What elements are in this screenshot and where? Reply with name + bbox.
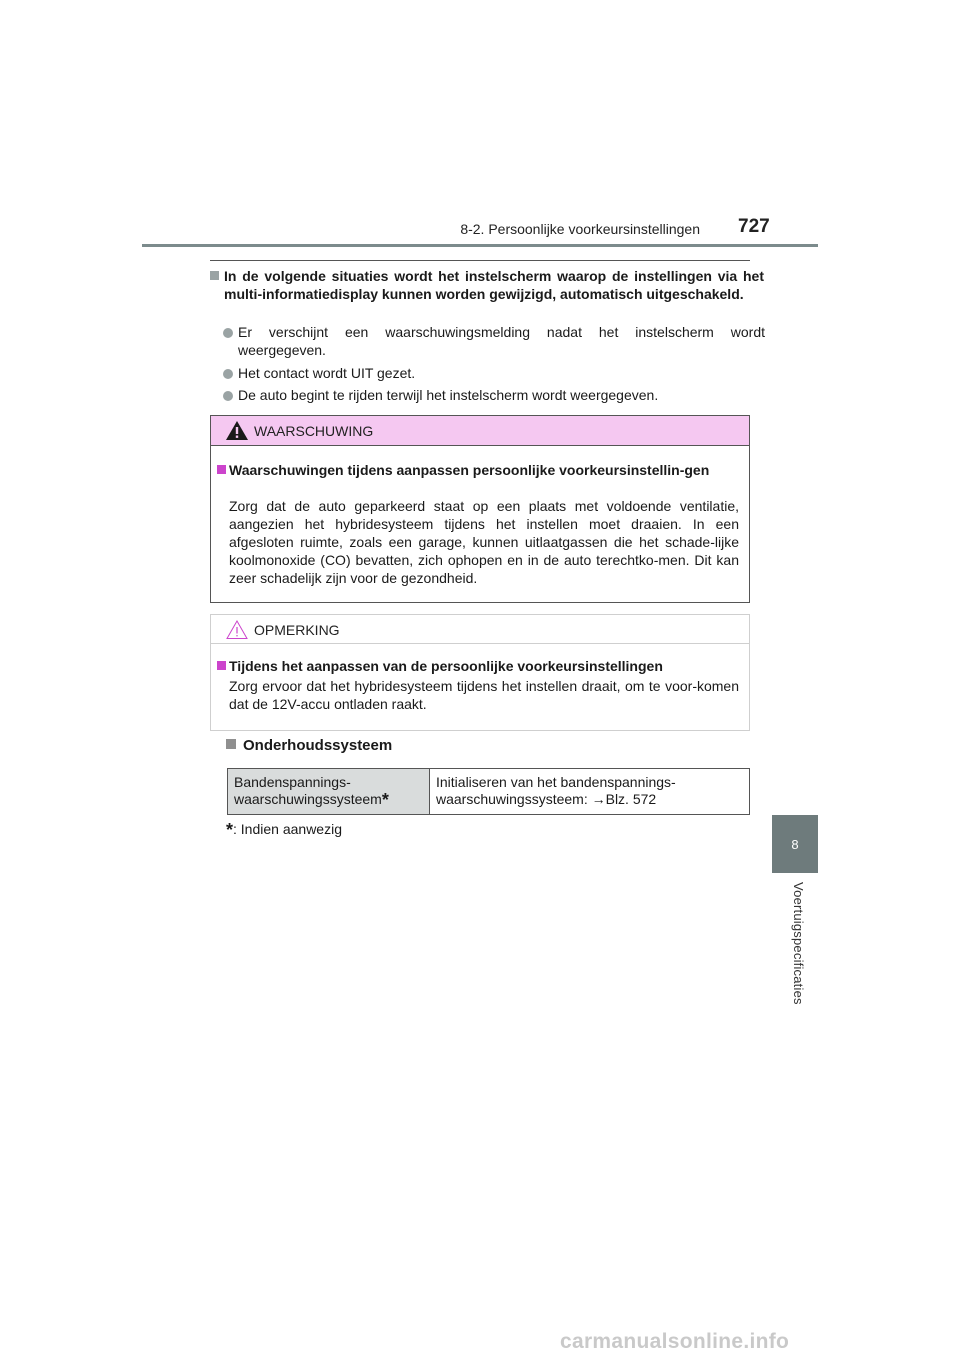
header-divider [142,244,818,247]
maintenance-heading [226,737,392,754]
warning-box [210,415,750,603]
section-title: 8-2. Persoonlijke voorkeursinstellingen [460,221,700,237]
footnote-marker: * [226,820,234,840]
intro-heading [210,267,764,303]
circle-bullet-icon [223,328,233,338]
feature-line: waarschuwingssysteem [234,791,382,807]
footnote-marker: * [381,790,389,810]
watermark: carmanualsonline.info [560,1330,790,1353]
table-cell-feature [228,769,430,814]
footnote-text: : Indien aanwezig [233,821,342,837]
description-line: Initialiseren van het bandenspannings- [436,774,676,790]
square-bullet-icon [217,465,226,474]
maintenance-table [227,768,750,815]
notice-title: OPMERKING [254,622,340,638]
list-item-text: Het contact wordt UIT gezet. [238,365,416,381]
notice-subheading [217,657,755,675]
circle-bullet-icon [223,391,233,401]
warning-title: WAARSCHUWING [254,423,374,439]
warning-header [211,416,749,446]
chapter-number: 8 [791,836,799,852]
notice-body: Zorg ervoor dat het hybridesysteem tijdens het instellen draait, om te voor-komen dat de 12V-accu ontladen raakt. [229,678,739,712]
warning-subheading [217,461,755,479]
square-bullet-icon [226,739,236,749]
maintenance-heading-text: Onderhoudssysteem [243,737,393,754]
list-item [223,364,765,382]
caution-triangle-icon [226,620,248,639]
chapter-label: Voertuigspecificaties [791,882,806,1005]
list-item [223,323,765,359]
list-item [223,386,765,404]
warning-body: Zorg dat de auto geparkeerd staat op een plaats met voldoende ventilatie, aangezien het hybridesysteem tijdens het instellen moet draaien. In een afgesloten ruimte, zoals een garage, kunnen uitlaatgassen die het schade-lijke koolmonoxide (CO) bevatten, zich ophopen en in de auto terechtko-men. Dit kan zeer schadelijk zijn voor de gezondheid. [229,498,739,586]
content-divider [210,260,750,261]
notice-box [210,614,750,731]
notice-subheading-text: Tijdens het aanpassen van de persoonlijke voorkeursinstellingen [229,658,663,674]
table-cell-description [430,769,749,814]
intro-heading-text: In de volgende situaties wordt het instelscherm waarop de instellingen via het multi-informatiedisplay kunnen worden gewijzigd, automatisch uitgeschakeld. [224,268,764,302]
list-item-text: Er verschijnt een waarschuwingsmelding nadat het instelscherm wordt weergegeven. [238,324,765,358]
square-bullet-icon [210,271,219,280]
warning-triangle-icon [226,421,248,440]
feature-line: Bandenspannings- [234,774,351,790]
square-bullet-icon [217,661,226,670]
list-item-text: De auto begint te rijden terwijl het instelscherm wordt weergegeven. [238,387,659,403]
warning-subheading-text: Waarschuwingen tijdens aanpassen persoonlijke voorkeursinstellin-gen [229,462,710,478]
page-reference-link[interactable]: waarschuwingssysteem: →Blz. 572 [436,791,657,807]
circle-bullet-icon [223,369,233,379]
footnote [226,820,342,841]
page-number: 727 [738,216,770,237]
notice-header [211,615,749,644]
chapter-tab[interactable] [772,815,818,873]
